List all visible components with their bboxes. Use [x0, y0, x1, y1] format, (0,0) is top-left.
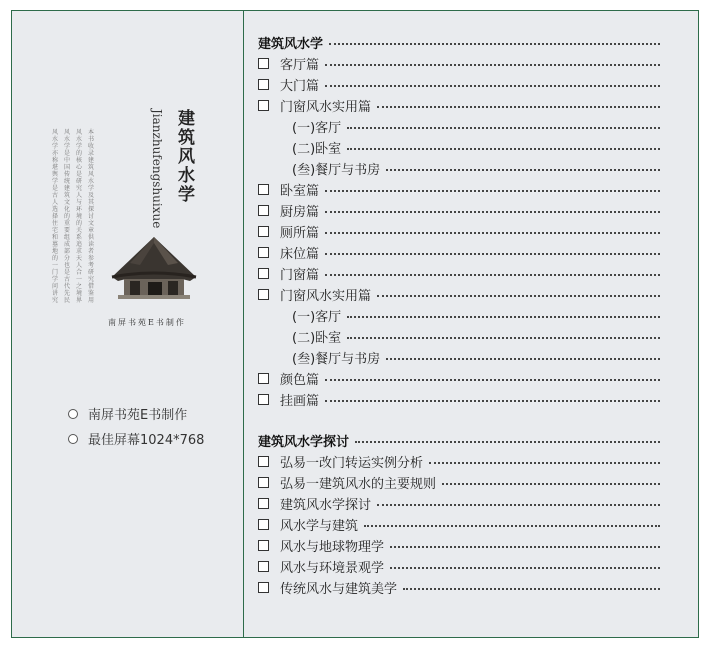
toc-item[interactable]: [258, 556, 678, 577]
checkbox-square-icon: [258, 477, 269, 488]
dotted-leader: [364, 525, 660, 527]
toc-item-label: (一)客厅: [292, 310, 342, 325]
toc-subitem[interactable]: [258, 305, 678, 326]
dotted-leader: [390, 546, 660, 548]
toc-subitem[interactable]: [258, 347, 678, 368]
toc-item-label: 风水与环境景观学: [280, 561, 385, 576]
dotted-leader: [442, 483, 660, 485]
checkbox-square-icon: [258, 247, 269, 258]
dotted-leader: [355, 441, 660, 443]
toc-item[interactable]: [258, 242, 678, 263]
checkbox-square-icon: [258, 226, 269, 237]
cover-text-column: 风水学的核心是研究人与环境的关系追求天人合一之境界: [76, 129, 83, 304]
left-info: [68, 401, 204, 451]
checkbox-square-icon: [258, 100, 269, 111]
section-heading[interactable]: [258, 430, 678, 451]
section-heading-label: 建筑风水学探讨: [258, 435, 350, 450]
toc-item[interactable]: [258, 74, 678, 95]
section-gap: [258, 410, 678, 430]
cover-title: 建筑风水学: [174, 109, 194, 204]
toc-item-label: 门窗篇: [280, 268, 320, 283]
toc-item-label: 风水学与建筑: [280, 519, 359, 534]
checkbox-square-icon: [258, 79, 269, 90]
toc-item-label: (一)客厅: [292, 121, 342, 136]
toc-item-label: 床位篇: [280, 247, 320, 262]
toc-item[interactable]: [258, 577, 678, 598]
dotted-leader: [325, 211, 660, 213]
toc-item[interactable]: [258, 95, 678, 116]
toc-item-label: 挂画篇: [280, 394, 320, 409]
cover-maker: 南屏书苑E书制作: [108, 318, 186, 327]
dotted-leader: [325, 400, 660, 402]
panel-divider: [243, 11, 244, 637]
toc-item[interactable]: [258, 53, 678, 74]
dotted-leader: [329, 43, 660, 45]
toc-item[interactable]: [258, 284, 678, 305]
circle-bullet-icon: [68, 434, 78, 444]
checkbox-square-icon: [258, 373, 269, 384]
toc-subitem[interactable]: [258, 158, 678, 179]
dotted-leader: [347, 127, 660, 129]
dotted-leader: [325, 274, 660, 276]
toc-item-label: (叁)餐厅与书房: [292, 352, 381, 367]
toc-item-label: 风水与地球物理学: [280, 540, 385, 555]
left-info-item[interactable]: [68, 426, 204, 451]
toc-item-label: 门窗风水实用篇: [280, 289, 372, 304]
left-info-label: 南屏书苑E书制作: [88, 408, 188, 423]
toc-item-label: 厨房篇: [280, 205, 320, 220]
dotted-leader: [325, 64, 660, 66]
dotted-leader: [325, 379, 660, 381]
checkbox-square-icon: [258, 519, 269, 530]
toc-item[interactable]: [258, 514, 678, 535]
left-info-item[interactable]: [68, 401, 204, 426]
section-heading-label: 建筑风水学: [258, 37, 324, 52]
toc-item-label: 传统风水与建筑美学: [280, 582, 398, 597]
checkbox-square-icon: [258, 561, 269, 572]
toc-subitem[interactable]: [258, 326, 678, 347]
toc-item-label: 建筑风水学探讨: [280, 498, 372, 513]
checkbox-square-icon: [258, 58, 269, 69]
dotted-leader: [325, 232, 660, 234]
checkbox-square-icon: [258, 394, 269, 405]
toc-item[interactable]: [258, 179, 678, 200]
dotted-leader: [377, 106, 660, 108]
left-info-label: 最佳屏幕1024*768: [88, 433, 205, 448]
dotted-leader: [386, 358, 660, 360]
toc-item[interactable]: [258, 389, 678, 410]
dotted-leader: [347, 337, 660, 339]
section-heading[interactable]: [258, 32, 678, 53]
checkbox-square-icon: [258, 268, 269, 279]
checkbox-square-icon: [258, 498, 269, 509]
thatched-hut-image: [108, 235, 200, 301]
toc-item-label: 门窗风水实用篇: [280, 100, 372, 115]
toc-item[interactable]: [258, 368, 678, 389]
toc-item[interactable]: [258, 535, 678, 556]
toc-item-label: 大门篇: [280, 79, 320, 94]
toc-item-label: 弘易一改门转运实例分析: [280, 456, 424, 471]
toc-item-label: 颜色篇: [280, 373, 320, 388]
dotted-leader: [325, 253, 660, 255]
toc-subitem[interactable]: [258, 116, 678, 137]
checkbox-square-icon: [258, 456, 269, 467]
cover-text-column: 风水学是中国传统建筑文化的重要组成部分也是古代先民: [64, 129, 71, 304]
dotted-leader: [347, 316, 660, 318]
toc-item-label: (二)卧室: [292, 331, 342, 346]
toc-item[interactable]: [258, 451, 678, 472]
checkbox-square-icon: [258, 582, 269, 593]
dotted-leader: [429, 462, 660, 464]
cover-text-column: 风水学亦称堪舆学是古人选择住宅和墓地的一门学问讲究: [52, 129, 59, 304]
table-of-contents: [258, 32, 678, 598]
checkbox-square-icon: [258, 205, 269, 216]
cover-text-column: 本书收录建筑风水学及其探讨文章供读者参考研究借鉴用: [88, 129, 95, 304]
dotted-leader: [386, 169, 660, 171]
checkbox-square-icon: [258, 184, 269, 195]
toc-subitem[interactable]: [258, 137, 678, 158]
checkbox-square-icon: [258, 289, 269, 300]
book-cover: [52, 111, 212, 351]
toc-item[interactable]: [258, 263, 678, 284]
dotted-leader: [377, 504, 660, 506]
toc-item-label: 客厅篇: [280, 58, 320, 73]
toc-item[interactable]: [258, 200, 678, 221]
toc-item[interactable]: [258, 221, 678, 242]
dotted-leader: [390, 567, 660, 569]
dotted-leader: [403, 588, 660, 590]
toc-item-label: 弘易一建筑风水的主要规则: [280, 477, 437, 492]
toc-item-label: 卧室篇: [280, 184, 320, 199]
toc-item-label: (叁)餐厅与书房: [292, 163, 381, 178]
dotted-leader: [325, 190, 660, 192]
dotted-leader: [347, 148, 660, 150]
dotted-leader: [325, 85, 660, 87]
circle-bullet-icon: [68, 409, 78, 419]
cover-pinyin: Jianzhufengshuixue: [150, 109, 164, 229]
dotted-leader: [377, 295, 660, 297]
toc-item-label: 厕所篇: [280, 226, 320, 241]
toc-item[interactable]: [258, 472, 678, 493]
checkbox-square-icon: [258, 540, 269, 551]
toc-item[interactable]: [258, 493, 678, 514]
toc-item-label: (二)卧室: [292, 142, 342, 157]
